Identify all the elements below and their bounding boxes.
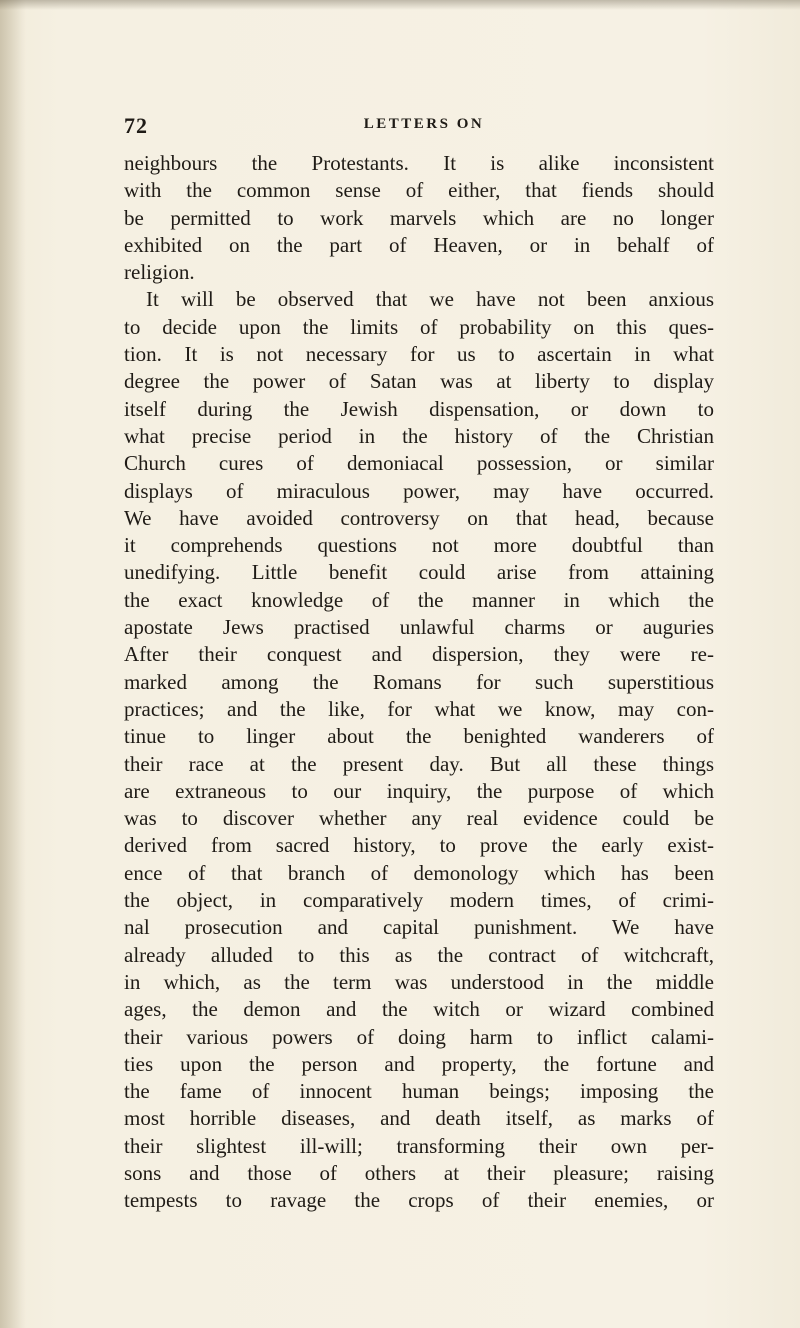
text-line: religion. (124, 260, 195, 285)
text-line: ages, the demon and the witch or wizard combined (124, 997, 714, 1022)
text-line: be permitted to work marvels which are no longer (124, 205, 714, 230)
text-line: it comprehends questions not more doubtful than (124, 533, 714, 558)
text-line: displays of miraculous power, may have occurred. (124, 478, 714, 503)
body-text (124, 150, 714, 1215)
gutter-shadow (0, 0, 26, 1328)
text-line: itself during the Jewish dispensation, or down to (124, 396, 714, 421)
text-line: ence of that branch of demonology which has been (124, 860, 714, 885)
text-line: sons and those of others at their pleasure; raising (124, 1160, 714, 1185)
text-line: It will be observed that we have not been anxious (146, 287, 714, 312)
text-line: their various powers of doing harm to inflict calami- (124, 1024, 714, 1049)
text-line: degree the power of Satan was at liberty to display (124, 369, 714, 394)
page-top-edge (0, 0, 800, 10)
text-line: the exact knowledge of the manner in which the (124, 587, 714, 612)
text-line: what precise period in the history of the Christian (124, 423, 714, 448)
text-line: was to discover whether any real evidence could be (124, 806, 714, 831)
page-header (124, 113, 714, 139)
text-line: to decide upon the limits of probability on this ques- (124, 314, 714, 339)
text-line: their slightest ill-will; transforming their own per- (124, 1133, 714, 1158)
text-line: exhibited on the part of Heaven, or in behalf of (124, 232, 714, 257)
text-line: their race at the present day. But all these things (124, 751, 714, 776)
text-line: with the common sense of either, that fiends should (124, 178, 714, 203)
text-line: nal prosecution and capital punishment. We have (124, 915, 714, 940)
text-line: most horrible diseases, and death itself, as marks of (124, 1106, 714, 1131)
text-line: Church cures of demoniacal possession, or similar (124, 451, 714, 476)
text-line: tempests to ravage the crops of their enemies, or (124, 1188, 714, 1213)
text-line: marked among the Romans for such superstitious (124, 669, 714, 694)
text-line: After their conquest and dispersion, they were re- (124, 642, 714, 667)
text-line: already alluded to this as the contract of witchcraft, (124, 942, 714, 967)
text-line: ties upon the person and property, the fortune and (124, 1051, 714, 1076)
text-line: are extraneous to our inquiry, the purpose of which (124, 778, 714, 803)
text-line: We have avoided controversy on that head, because (124, 505, 714, 530)
text-line: the object, in comparatively modern times, of crimi- (124, 888, 714, 913)
text-line: unedifying. Little benefit could arise from attaining (124, 560, 714, 585)
text-line: in which, as the term was understood in the middle (124, 969, 714, 994)
text-line: tinue to linger about the benighted wanderers of (124, 724, 714, 749)
text-line: apostate Jews practised unlawful charms or auguries (124, 615, 714, 640)
page-number: 72 (124, 113, 148, 138)
text-line: the fame of innocent human beings; imposing the (124, 1079, 714, 1104)
text-line: practices; and the like, for what we know, may con- (124, 696, 714, 721)
running-head: LETTERS ON (363, 116, 485, 132)
text-line: tion. It is not necessary for us to ascertain in what (124, 342, 714, 367)
text-line: derived from sacred history, to prove the early exist- (124, 833, 714, 858)
text-line: neighbours the Protestants. It is alike inconsistent (124, 151, 714, 175)
